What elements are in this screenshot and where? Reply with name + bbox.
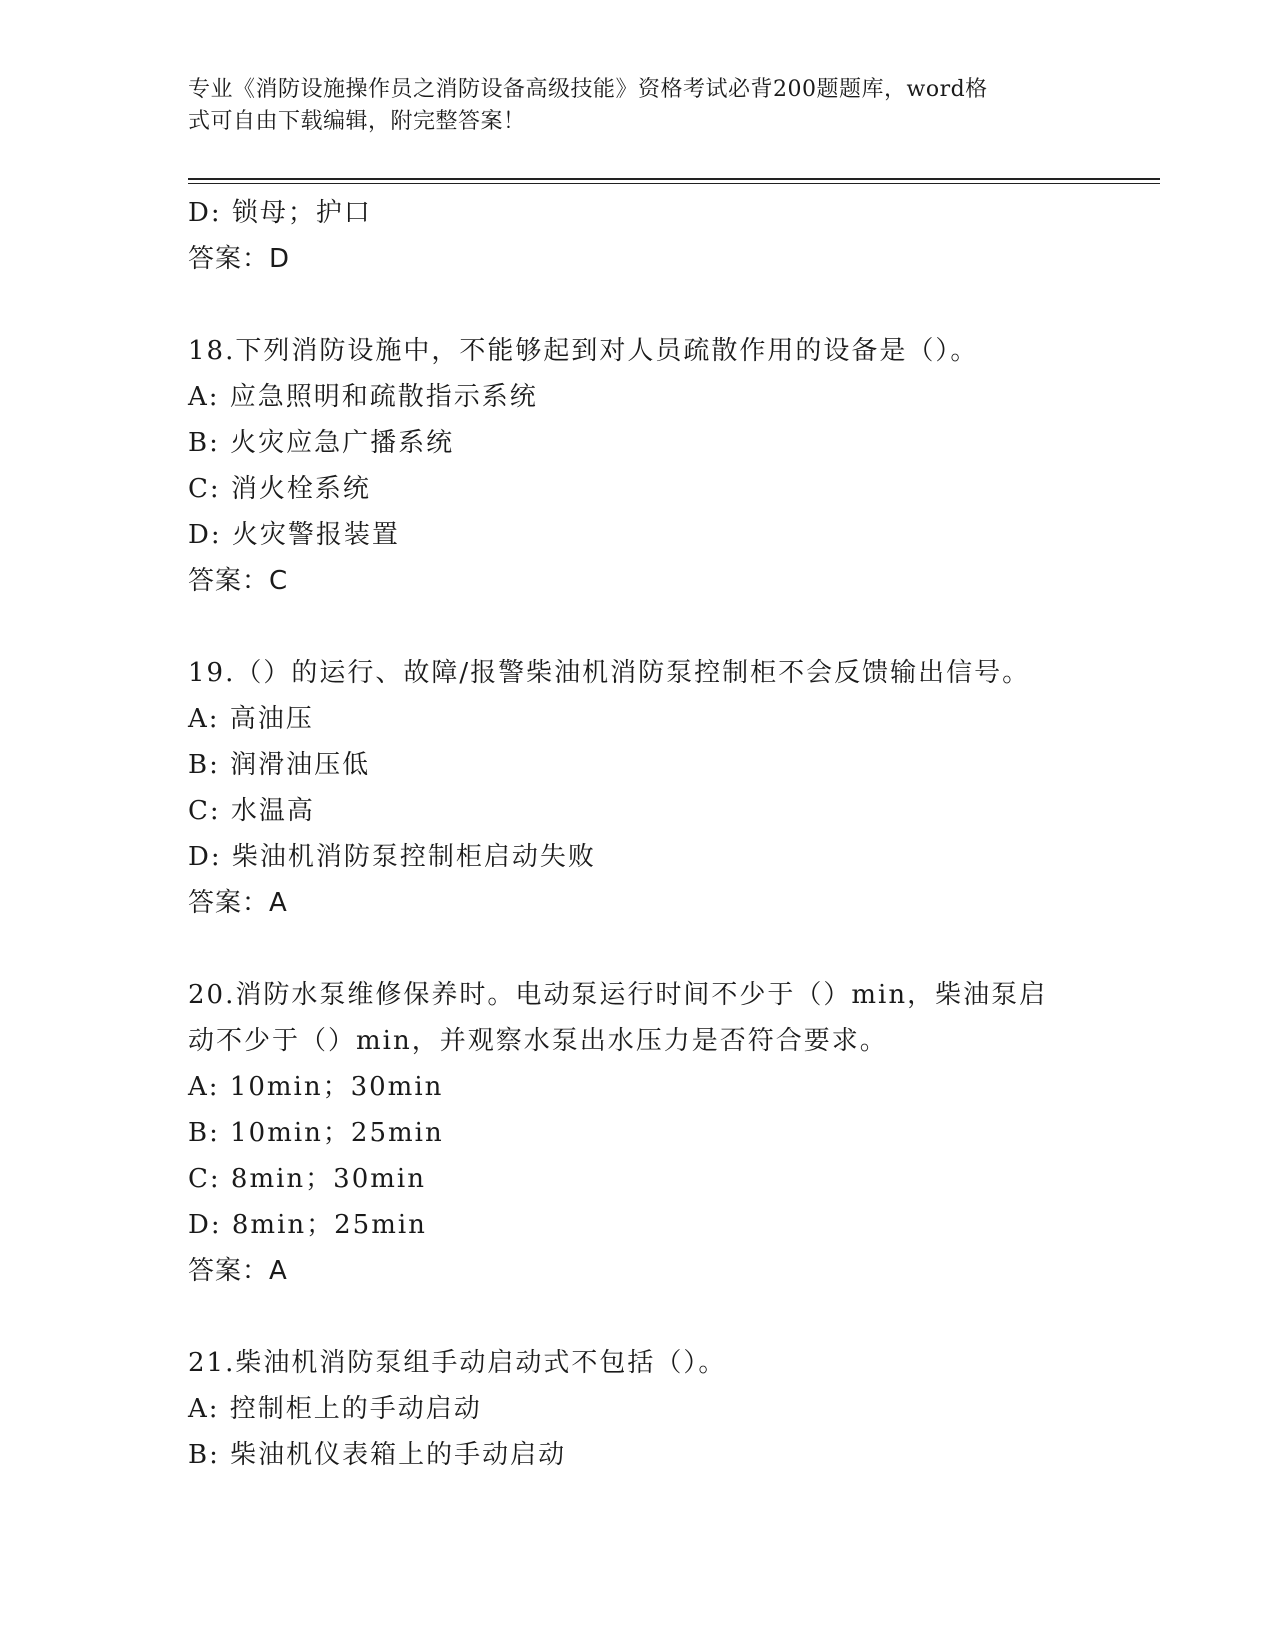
header-divider-thin — [188, 183, 1160, 184]
spacer — [188, 604, 1088, 650]
answer: 答案：A — [188, 888, 288, 918]
spacer — [188, 1294, 1088, 1340]
option-d: D: 锁母；护口 — [188, 198, 372, 228]
header-line-2: 式可自由下载编辑，附完整答案！ — [188, 109, 526, 134]
option-c: C: 消火栓系统 — [188, 474, 371, 504]
option-c: C: 8min；30min — [188, 1164, 426, 1194]
question-20 — [188, 972, 1088, 1294]
option-b: B: 火灾应急广播系统 — [188, 428, 455, 458]
option-d: D: 8min；25min — [188, 1210, 427, 1240]
option-d: D: 火灾警报装置 — [188, 520, 400, 550]
question-stem: 18.下列消防设施中，不能够起到对人员疏散作用的设备是（）。 — [188, 336, 979, 366]
header-divider-thick — [188, 178, 1160, 180]
question-19 — [188, 650, 1088, 926]
option-b: B: 柴油机仪表箱上的手动启动 — [188, 1440, 567, 1470]
option-d: D: 柴油机消防泵控制柜启动失败 — [188, 842, 596, 872]
option-b: B: 10min；25min — [188, 1118, 444, 1148]
option-c: C: 水温高 — [188, 796, 315, 826]
answer: 答案：A — [188, 1256, 288, 1286]
question-17 — [188, 190, 1088, 282]
question-stem-line-2: 动不少于（）min，并观察水泵出水压力是否符合要求。 — [188, 1026, 888, 1056]
header-line-1: 专业《消防设施操作员之消防设备高级技能》资格考试必背200题题库，word格 — [188, 77, 988, 102]
document-header — [188, 74, 1088, 138]
question-stem-line-1: 20.消防水泵维修保养时。电动泵运行时间不少于（）min，柴油泵启 — [188, 980, 1048, 1010]
question-18 — [188, 328, 1088, 604]
answer: 答案：D — [188, 244, 291, 274]
question-list — [188, 190, 1088, 1478]
answer: 答案：C — [188, 566, 289, 596]
option-a: A: 控制柜上的手动启动 — [188, 1394, 482, 1424]
option-a: A: 应急照明和疏散指示系统 — [188, 382, 538, 412]
question-stem: 21.柴油机消防泵组手动启动式不包括（）。 — [188, 1348, 727, 1378]
spacer — [188, 282, 1088, 328]
option-a: A: 高油压 — [188, 704, 314, 734]
question-21 — [188, 1340, 1088, 1478]
option-b: B: 润滑油压低 — [188, 750, 371, 780]
spacer — [188, 926, 1088, 972]
question-stem: 19.（）的运行、故障/报警柴油机消防泵控制柜不会反馈输出信号。 — [188, 658, 1031, 688]
option-a: A: 10min；30min — [188, 1072, 444, 1102]
